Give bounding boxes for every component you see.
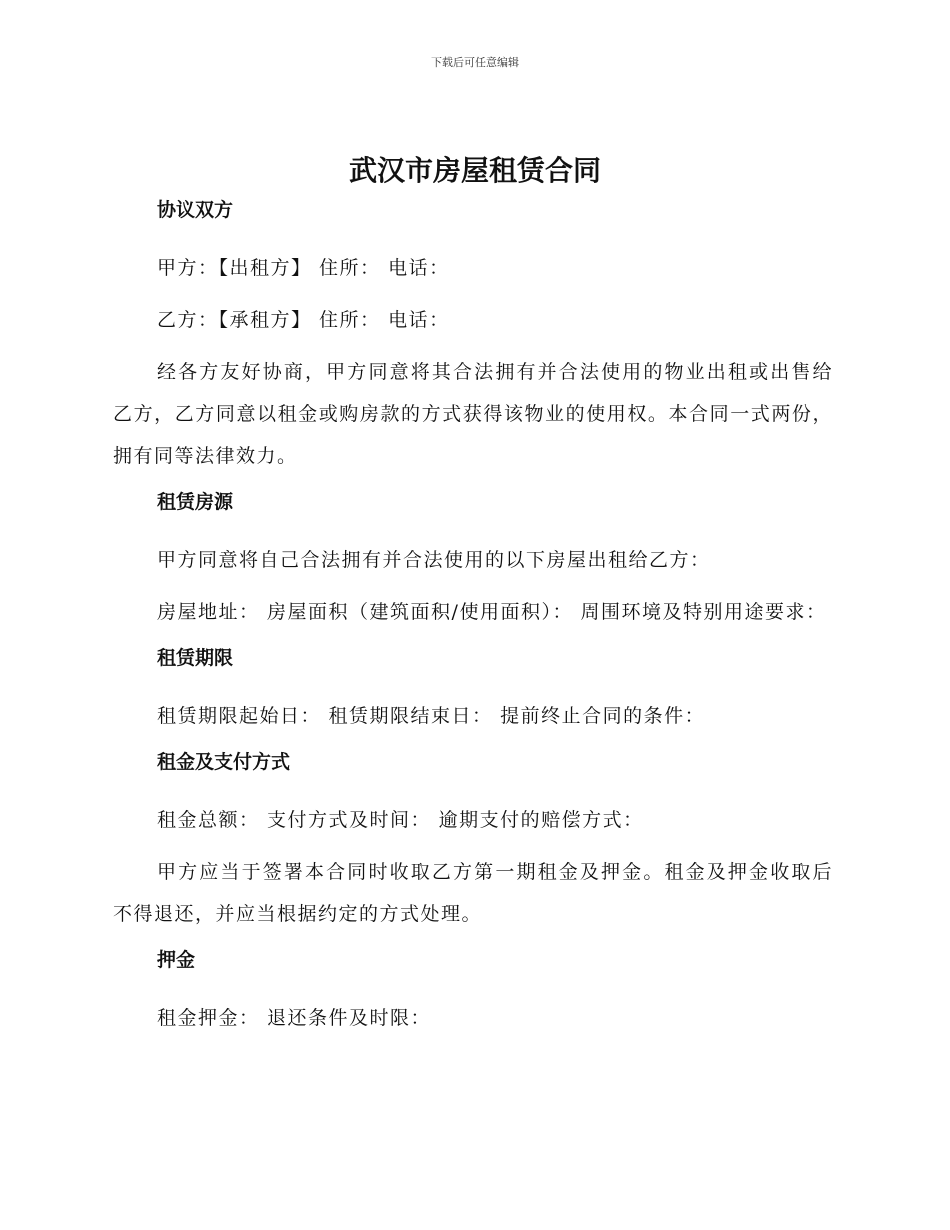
section-term	[113, 643, 833, 737]
source-paragraph-2: 房屋地址： 房屋面积（建筑面积/使用面积）： 周围环境及特别用途要求：	[157, 601, 827, 623]
section-heading-parties: 协议双方	[157, 199, 234, 221]
section-heading-deposit: 押金	[157, 949, 196, 971]
section-heading-source: 租赁房源	[157, 491, 234, 513]
party-b-line: 乙方：【承租方】 住所： 电话：	[157, 309, 450, 331]
document-body	[113, 195, 833, 1039]
section-source	[113, 487, 833, 633]
source-paragraph-1: 甲方同意将自己合法拥有并合法使用的以下房屋出租给乙方：	[157, 549, 711, 571]
section-parties	[113, 195, 833, 477]
party-a-line: 甲方：【出租方】 住所： 电话：	[157, 257, 450, 279]
document-title: 武汉市房屋租赁合同	[348, 154, 601, 187]
section-deposit	[113, 945, 833, 1039]
deposit-paragraph-1: 租金押金： 退还条件及时限：	[157, 1007, 432, 1029]
term-paragraph-1: 租赁期限起始日： 租赁期限结束日： 提前终止合同的条件：	[157, 705, 706, 727]
intro-paragraph: 经各方友好协商，甲方同意将其合法拥有并合法使用的物业出租或出售给乙方，乙方同意以租金或购房款的方式获得该物业的使用权。本合同一式两份，拥有同等法律效力。	[113, 361, 833, 467]
header-note: 下载后可任意编辑	[431, 56, 519, 69]
rent-paragraph-2: 甲方应当于签署本合同时收取乙方第一期租金及押金。租金及押金收取后不得退还，并应当根据约定的方式处理。	[113, 861, 833, 925]
rent-paragraph-1: 租金总额： 支付方式及时间： 逾期支付的赔偿方式：	[157, 809, 644, 831]
section-heading-term: 租赁期限	[157, 647, 234, 669]
section-heading-rent: 租金及支付方式	[157, 751, 291, 773]
section-rent	[113, 747, 833, 935]
